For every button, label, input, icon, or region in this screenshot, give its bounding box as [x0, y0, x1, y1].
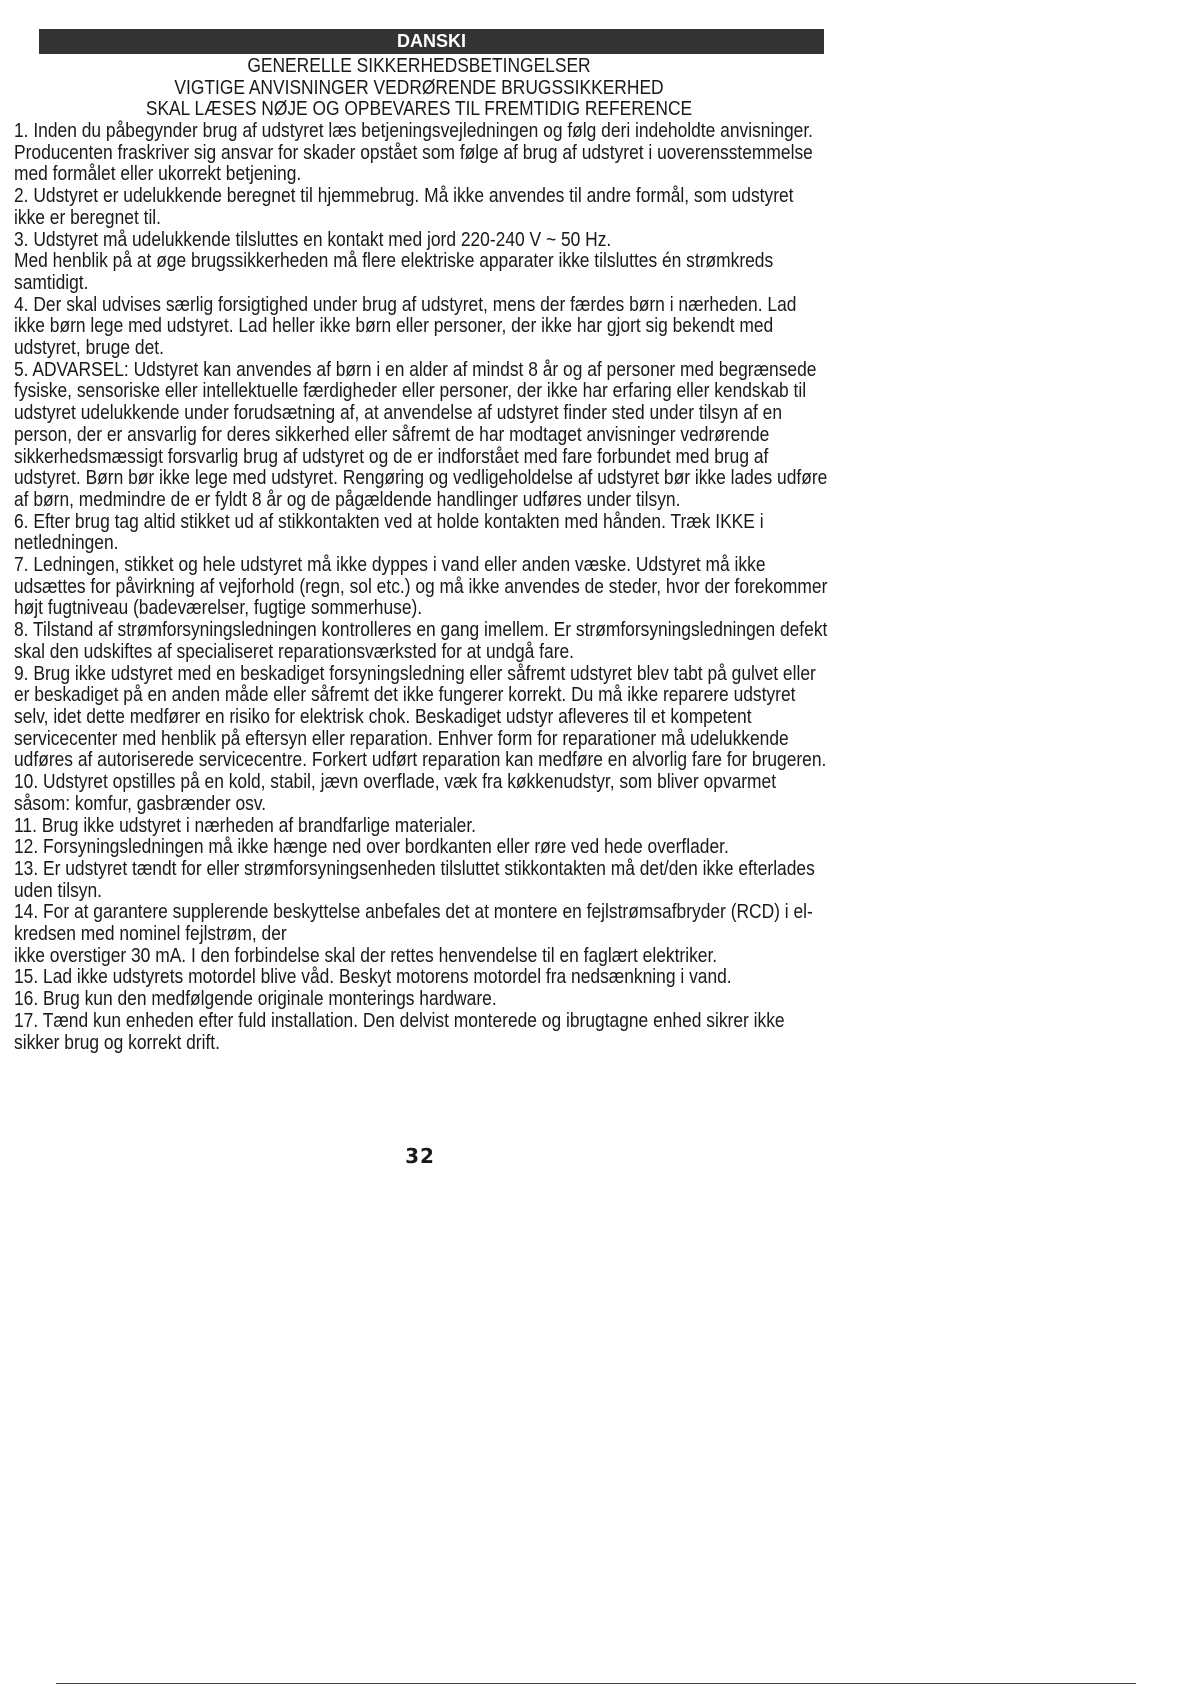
- safety-instructions: [14, 121, 827, 1054]
- instruction-paragraph: 6. Efter brug tag altid stikket ud af stikkontakten ved at holde kontakten med hånden. Træk IKKE i netledningen.: [14, 510, 764, 555]
- section-headings: [67, 56, 772, 121]
- instruction-paragraph: Med henblik på at øge brugssikkerheden må flere elektriske apparater ikke tilsluttes én strømkreds samtidigt.: [14, 250, 774, 294]
- instruction-paragraph: 3. Udstyret må udelukkende tilsluttes en kontakt med jord 220-240 V ~ 50 Hz.: [14, 228, 612, 251]
- language-banner: DANSKI: [39, 29, 824, 54]
- instruction-paragraph: 15. Lad ikke udstyrets motordel blive våd. Beskyt motorens motordel fra nedsænkning i vand.: [14, 966, 732, 989]
- instruction-paragraph: 12. Forsyningsledningen må ikke hænge ned over bordkanten eller røre ved hede overflader.: [14, 836, 729, 859]
- instruction-paragraph: 11. Brug ikke udstyret i nærheden af brandfarlige materialer.: [14, 814, 476, 837]
- instruction-paragraph: 7. Ledningen, stikket og hele udstyret må ikke dyppes i vand eller anden væske. Udstyret må ikke udsættes for påvirkning af vejforhold (regn, sol etc.) og må ikke anvendes de steder, hvor der forekommer højt fugtniveau (badeværelser, fugtige sommerhuse).: [14, 554, 828, 620]
- page-number: 32: [405, 1144, 435, 1168]
- instruction-paragraph: 5. ADVARSEL: Udstyret kan anvendes af børn i en alder af mindst 8 år og af personer med begrænsede fysiske, sensoriske eller intellektuelle færdigheder eller personer, der ikke har erfaring eller kendskab til udstyret udelukkende under forudsætning af, at anvendelse af udstyret finder sted under tilsyn af en person, der er ansvarlig for deres sikkerhed eller såfremt de har modtaget anvisninger vedrørende sikkerhedsmæssigt forsvarlig brug af udstyret og de er indforstået med fare forbundet med brug af udstyret. Børn bør ikke lege med udstyret. Rengøring og vedligeholdelse af udstyret bør ikke lades udføre af børn, medmindre de er fyldt 8 år og de pågældende handlinger udføres under tilsyn.: [14, 358, 828, 511]
- instruction-paragraph: 16. Brug kun den medfølgende originale monterings hardware.: [14, 988, 497, 1011]
- heading-important-instructions: VIGTIGE ANVISNINGER VEDRØRENDE BRUGSSIKKERHED: [174, 76, 664, 99]
- instruction-paragraph: 14. For at garantere supplerende beskyttelse anbefales det at montere en fejlstrømsafbryder (RCD) i el-kredsen med nominel fejlstrøm, der: [14, 901, 813, 946]
- instruction-paragraph: 8. Tilstand af strømforsyningsledningen kontrolleres en gang imellem. Er strømforsyningsledningen defekt skal den udskiftes af specialiseret reparationsværksted for at undgå fare.: [14, 619, 828, 663]
- heading-read-carefully: SKAL LÆSES NØJE OG OPBEVARES TIL FREMTIDIG REFERENCE: [145, 98, 693, 121]
- instruction-paragraph: 4. Der skal udvises særlig forsigtighed under brug af udstyret, mens der færdes børn i nærheden. Lad ikke børn lege med udstyret. Lad heller ikke børn eller personer, der ikke har gjort sig bekendt med udstyret, bruge det.: [14, 293, 797, 360]
- instruction-paragraph: ikke overstiger 30 mA. I den forbindelse skal der rettes henvendelse til en faglært elektriker.: [14, 944, 718, 967]
- instruction-paragraph: 10. Udstyret opstilles på en kold, stabil, jævn overflade, væk fra køkkenudstyr, som bliver opvarmet såsom: komfur, gasbrænder osv.: [14, 771, 777, 815]
- instruction-paragraph: 9. Brug ikke udstyret med en beskadiget forsyningsledning eller såfremt udstyret blev tabt på gulvet eller er beskadiget på en anden måde eller såfremt det ikke fungerer korrekt. Du må ikke reparere udstyret selv, idet dette medfører en risiko for elektrisk chok. Beskadiget udstyr afleveres til et kompetent servicecenter med henblik på eftersyn eller reparation. Enhver form for reparationer må udelukkende udføres af autoriserede servicecentre. Forkert udført reparation kan medføre en alvorlig fare for brugeren.: [14, 662, 827, 772]
- heading-general-safety: GENERELLE SIKKERHEDSBETINGELSER: [247, 55, 591, 77]
- instruction-paragraph: 13. Er udstyret tændt for eller strømforsyningsenheden tilsluttet stikkontakten må det/den ikke efterlades uden tilsyn.: [14, 857, 815, 902]
- instruction-paragraph: 17. Tænd kun enheden efter fuld installation. Den delvist monterede og ibrugtagne enhed sikrer ikke sikker brug og korrekt drift.: [14, 1009, 785, 1054]
- instruction-paragraph: 2. Udstyret er udelukkende beregnet til hjemmebrug. Må ikke anvendes til andre formål, som udstyret ikke er beregnet til.: [14, 185, 794, 229]
- instruction-paragraph: 1. Inden du påbegynder brug af udstyret læs betjeningsvejledningen og følg deri indeholdte anvisninger. Producenten fraskriver sig ansvar for skader opstået som følge af brug af udstyret i uoverensstemmelse med formålet eller ukorrekt betjening.: [14, 120, 814, 186]
